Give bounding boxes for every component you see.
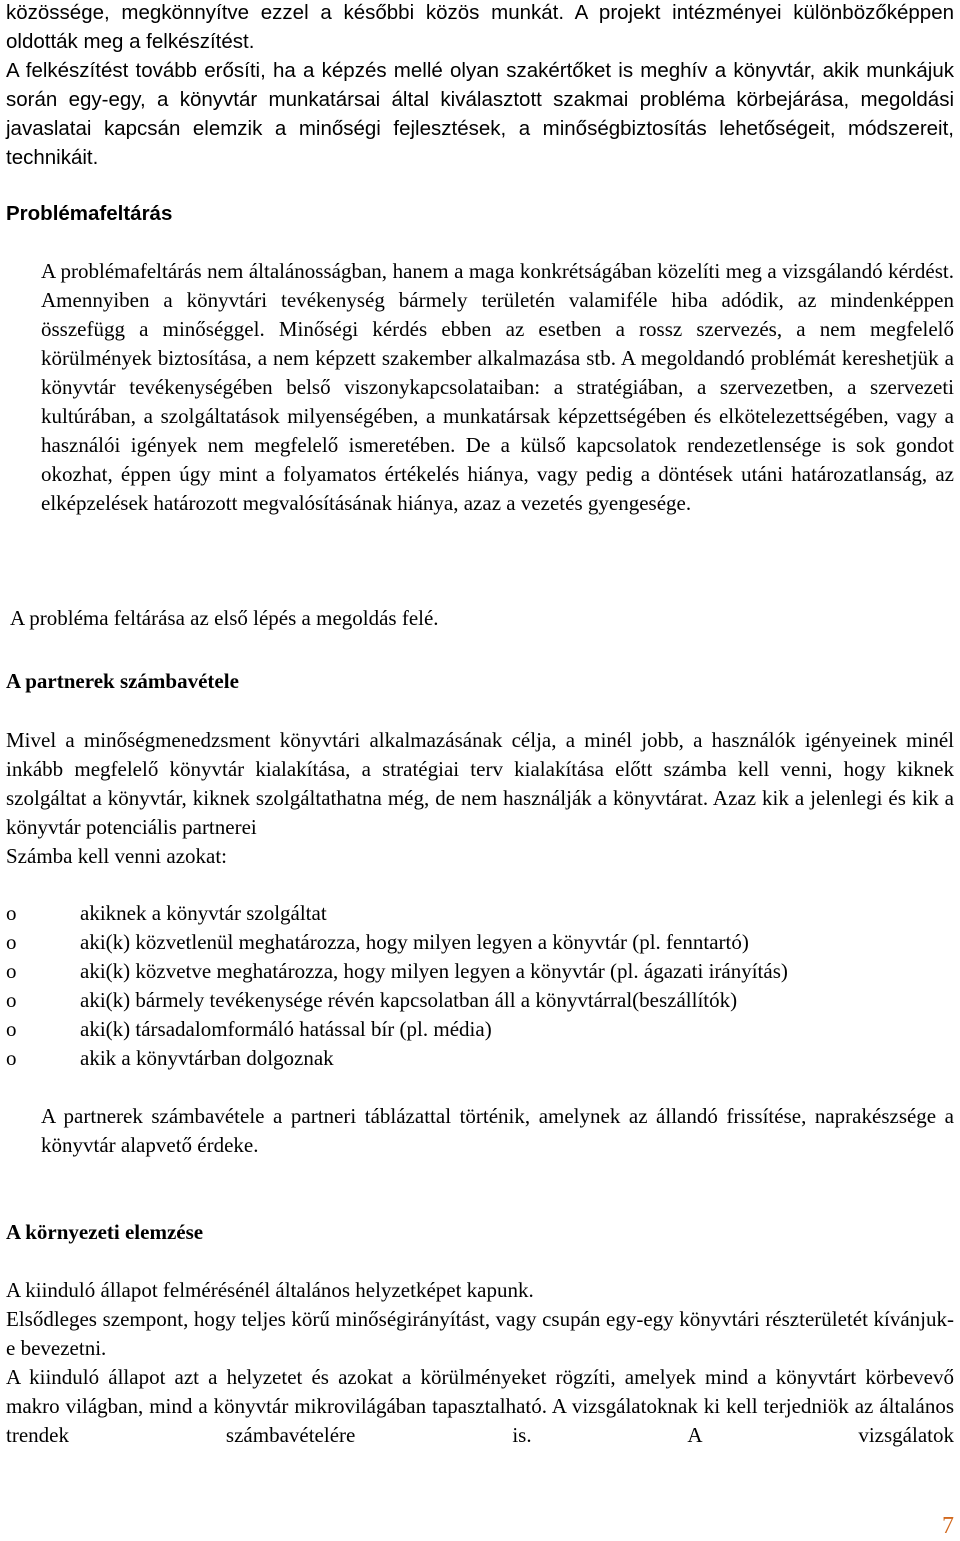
bullet-marker: o xyxy=(6,1017,17,1041)
page-number: 7 xyxy=(942,1513,954,1539)
kornyezeti-line-1: A kiinduló állapot felmérésénél általános helyzetképet kapunk. xyxy=(6,1278,534,1302)
list-item: o aki(k) társadalomformáló hatással bír (pl. média) xyxy=(6,1015,954,1044)
list-item: o aki(k) bármely tevékenysége révén kapcsolatban áll a könyvtárral(beszállítók) xyxy=(6,986,954,1015)
bullet-marker: o xyxy=(6,930,17,954)
list-item: o aki(k) közvetve meghatározza, hogy milyen legyen a könyvtár (pl. ágazati irányítás) xyxy=(6,957,954,986)
bullet-marker: o xyxy=(6,988,17,1012)
partnerek-paragraph: Mivel a minőségmenedzsment könyvtári alkalmazásának célja, a minél jobb, a használók igényeinek minél inkább megfelelő könyvtár kialakítása, a stratégiai terv kialakítása előtt számba kell venni, hogy kiknek szolgáltat a könyvtár, kiknek szolgáltathatna még, de nem használják a könyvtárat. Azaz kik a jelenlegi és kik a könyvtár potenciális partnerei xyxy=(6,728,954,839)
heading-partnerek: A partnerek számbavétele xyxy=(6,669,239,693)
bullet-marker: o xyxy=(6,901,17,925)
kornyezeti-paragraph-3: A kiinduló állapot azt a helyzetet és azokat a körülményeket rögzíti, amelyek mind a könyvtárt körbevevő makro világban, mind a könyvtár mikrovilágában tapasztalható. A vizsgálatoknak ki kell terjedniök az általános trendek számbavételére is. A vizsgálatok xyxy=(6,1365,954,1447)
heading-problemafeltaras: Problémafeltárás xyxy=(6,202,173,225)
list-item: o akik a könyvtárban dolgoznak xyxy=(6,1044,954,1073)
bullet-marker: o xyxy=(6,959,17,983)
intro-paragraph-2: A felkészítést tovább erősíti, ha a képzés mellé olyan szakértőket is meghív a könyvtár, akik munkájuk során egy-egy, a könyvtár munkatársai által kiválasztott szakmai probléma körbejárása, megoldási javaslatai kapcsán elemzik a minőségi fejlesztések, a minőségbiztosítás lehetőségeit, módszereit, technikáit. xyxy=(6,59,954,169)
kornyezeti-paragraph-2: Elsődleges szempont, hogy teljes körű minőségirányítást, vagy csupán egy-egy könyvtári részterületét kívánjuk-e bevezetni. xyxy=(6,1307,954,1360)
problemafeltaras-closing: A probléma feltárása az első lépés a megoldás felé. xyxy=(10,606,439,630)
list-item: o aki(k) közvetlenül meghatározza, hogy milyen legyen a könyvtár (pl. fenntartó) xyxy=(6,928,954,957)
heading-kornyezeti: A környezeti elemzése xyxy=(6,1220,204,1244)
partnerek-closing: A partnerek számbavétele a partneri táblázattal történik, amelynek az állandó frissítése, naprakészsége a könyvtár alapvető érdeke. xyxy=(41,1104,954,1157)
list-item: o akiknek a könyvtár szolgáltat xyxy=(6,899,954,928)
bullet-marker: o xyxy=(6,1046,17,1070)
intro-paragraph-1: közössége, megkönnyítve ezzel a későbbi közös munkát. A projekt intézményei különbözőképpen oldották meg a felkészítést. xyxy=(6,1,954,53)
partner-list xyxy=(6,899,954,1073)
problemafeltaras-paragraph: A problémafeltárás nem általánosságban, hanem a maga konkrétságában közelíti meg a vizsgálandó kérdést. Amennyiben a könyvtári tevékenység bármely területén valamiféle hiba adódik, az mindenképpen összefügg a minőséggel. Minőségi kérdés ebben az esetben a rossz szervezés, a nem megfelelő körülmények biztosítása, a nem képzett szakember alkalmazása stb. A megoldandó problémát kereshetjük a könyvtár tevékenységében belső viszonykapcsolataiban: a stratégiában, a szervezetben, a szervezeti kultúrában, a szolgáltatások milyenségében, a munkatársak képzettségében és elkötelezettségében, vagy a használói igények nem megfelelő ismeretében. De a külső kapcsolatok rendezetlensége is sok gondot okozhat, éppen úgy mint a folyamatos értékelés hiánya, vagy pedig a döntések utáni határozatlanság, az elképzelések határozott megvalósításának hiánya, azaz a vezetés gyengesége. xyxy=(41,259,954,515)
partnerek-lead: Számba kell venni azokat: xyxy=(6,844,228,868)
